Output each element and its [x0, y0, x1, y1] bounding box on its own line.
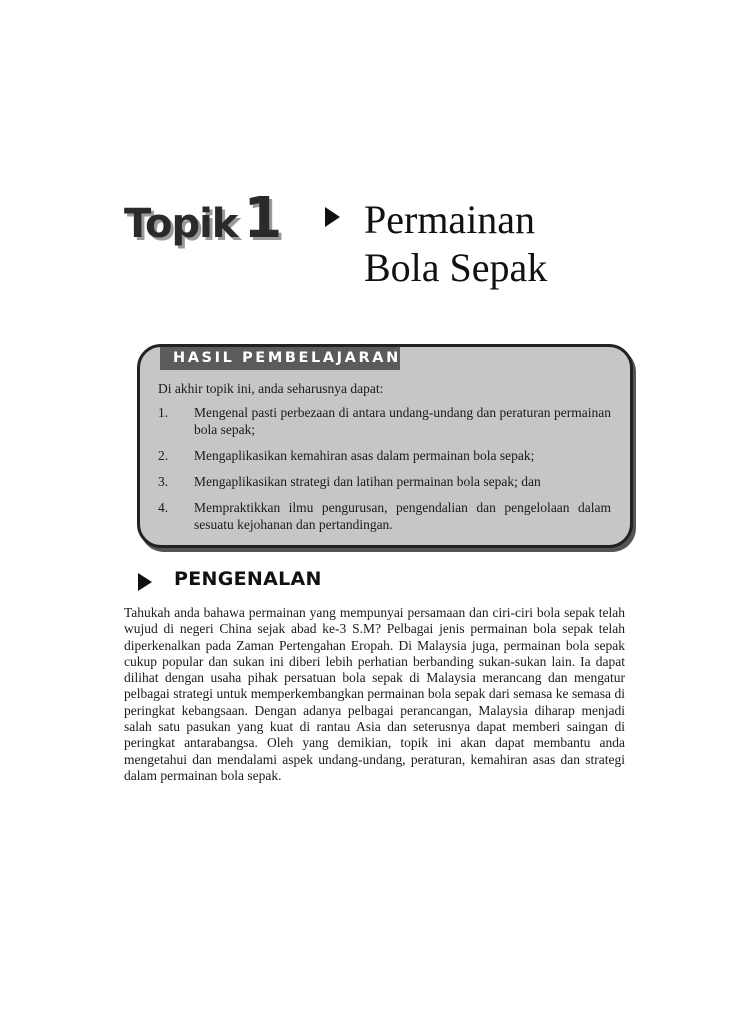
section-body-paragraph: Tahukah anda bahawa permainan yang mempunyai persamaan dan ciri-ciri bola sepak telah wujud di negeri China sejak abad ke-3 S.M? Pelbagai jenis permainan bola sepak telah diperkenalkan pada Zaman Pertengahan Eropah. Di Malaysia juga, permainan bola sepak cukup popular dan sukan ini diberi lebih perhatian berbanding sukan-sukan lain. Ia dapat dilihat dengan usaha pihak persatuan bola sepak di Malaysia merancang dan mengatur pelbagai strategi untuk memperkembangkan permainan bola sepak dari semasa ke semasa di peringkat kebangsaan. Dengan adanya pelbagai perancangan, Malaysia diharap menjadi salah satu pasukan yang kuat di rantau Asia dan seterusnya dapat memberi saingan di peringkat antarabangsa. Oleh yang demikian, topik ini akan dapat membantu anda mengetahui dan mendalami aspek undang-undang, peraturan, kemahiran asas dan strategi dalam permainan bola sepak.	[124, 605, 625, 783]
learning-outcome-item	[158, 499, 611, 533]
topic-number: 1	[243, 186, 282, 251]
chapter-title-line2: Bola Sepak	[364, 245, 548, 290]
learning-outcomes-heading: HASIL PEMBELAJARAN	[160, 347, 400, 370]
learning-outcome-item	[158, 404, 611, 438]
item-number: 2.	[158, 448, 169, 463]
chapter-title-line1: Permainan	[364, 197, 536, 242]
section-arrow-icon	[138, 573, 152, 591]
learning-outcomes-list	[158, 404, 611, 542]
item-number: 4.	[158, 500, 169, 515]
topic-number-heading	[124, 186, 281, 251]
title-arrow-icon	[325, 207, 340, 227]
item-text: Mengenal pasti perbezaan di antara undang-undang dan peraturan permainan bola sepak;	[194, 405, 611, 437]
chapter-title	[364, 196, 547, 292]
item-text: Mengaplikasikan strategi dan latihan permainan bola sepak; dan	[194, 474, 541, 489]
item-text: Mempraktikkan ilmu pengurusan, pengendalian dan pengelolaan dalam sesuatu kejohanan dan pertandingan.	[194, 500, 611, 532]
item-number: 3.	[158, 474, 169, 489]
learning-outcome-item	[158, 473, 611, 490]
learning-outcome-item	[158, 447, 611, 464]
section-heading: PENGENALAN	[174, 568, 322, 590]
item-text: Mengaplikasikan kemahiran asas dalam permainan bola sepak;	[194, 448, 535, 463]
learning-outcomes-intro: Di akhir topik ini, anda seharusnya dapat:	[158, 381, 384, 396]
topic-word: Topik	[124, 201, 238, 247]
item-number: 1.	[158, 405, 169, 420]
